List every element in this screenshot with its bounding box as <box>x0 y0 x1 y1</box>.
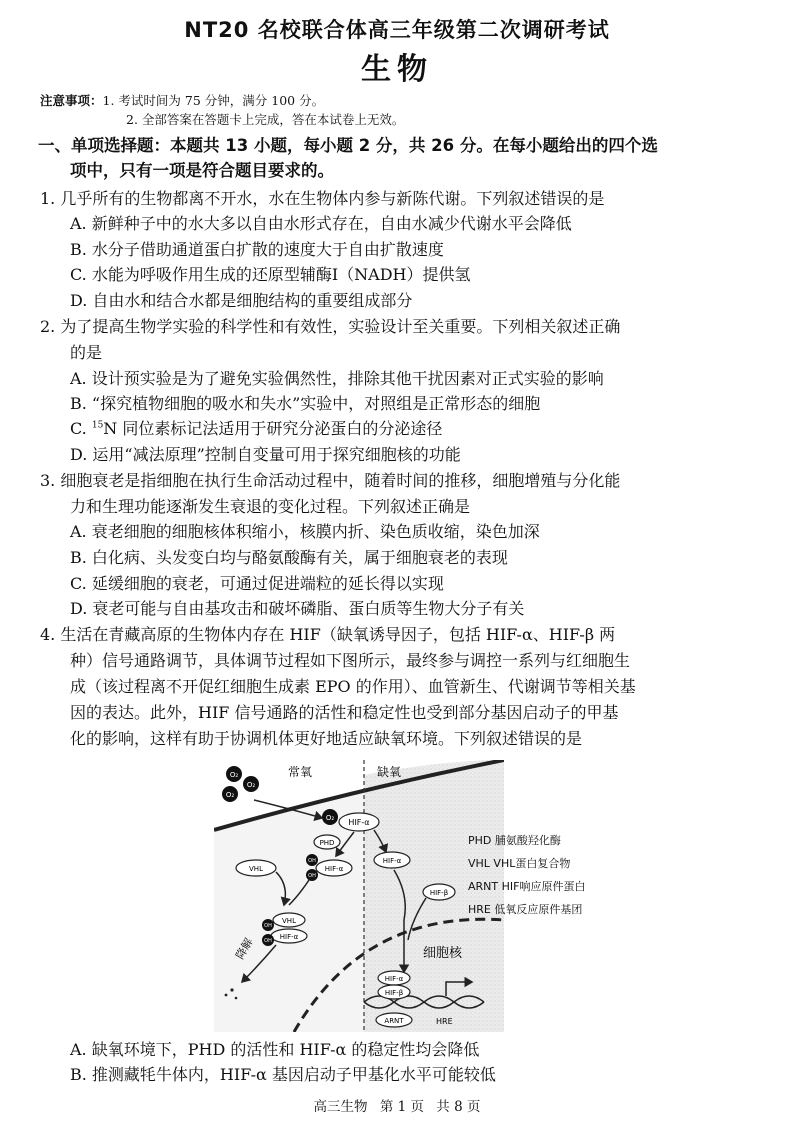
svg-text:OH: OH <box>308 858 316 864</box>
label-nucleus: 细胞核 <box>423 946 463 961</box>
question-3-option-d: D. 衰老可能与自由基攻击和破坏磷脂、蛋白质等生物大分子有关 <box>70 599 525 618</box>
label-hypoxia: 缺氧 <box>377 765 402 779</box>
legend-arnt: ARNT HIF响应原件蛋白 <box>468 880 586 893</box>
notice-line-2 <box>40 110 404 128</box>
question-2-stem-line-2: 的是 <box>70 343 103 362</box>
question-2-option-b: B. “探究植物细胞的吸水和失水”实验中，对照组是正常形态的细胞 <box>70 394 541 413</box>
notice-label: 注意事项： <box>40 93 103 108</box>
svg-text:OH: OH <box>308 873 316 879</box>
svg-text:OH: OH <box>264 923 272 929</box>
question-1-option-d: D. 自由水和结合水都是细胞结构的重要组成部分 <box>70 291 413 310</box>
svg-text:HIF-β: HIF-β <box>384 989 404 997</box>
label-degradation: 降解 <box>233 935 256 962</box>
legend-vhl: VHL VHL蛋白复合物 <box>468 857 571 870</box>
svg-text:O₂: O₂ <box>325 814 335 822</box>
question-3-stem-line-1: 3. 细胞衰老是指细胞在执行生命活动过程中，随着时间的推移，细胞增殖与分化能 <box>40 471 621 490</box>
hre-label: HRE <box>436 1017 453 1026</box>
question-4-stem-line-1: 4. 生活在青藏高原的生物体内存在 HIF（缺氧诱导因子，包括 HIF-α、HIF-β 两 <box>40 625 616 644</box>
question-1-option-b: B. 水分子借助通道蛋白扩散的速度大于自由扩散速度 <box>70 240 444 259</box>
notice-item-1: 1. 考试时间为 75 分钟，满分 100 分。 <box>102 93 325 108</box>
question-3-option-a: A. 衰老细胞的细胞核体积缩小，核膜内折、染色质收缩，染色加深 <box>70 522 540 541</box>
question-3-stem-line-2: 力和生理功能逐渐发生衰退的变化过程。下列叙述正确是 <box>70 497 471 516</box>
svg-text:HIF-α: HIF-α <box>324 865 344 873</box>
section-heading-line-1: 一、单项选择题：本题共 13 小题，每小题 2 分，共 26 分。在每小题给出的四个选 <box>38 136 658 155</box>
svg-text:O₂: O₂ <box>225 791 235 799</box>
question-3-option-c: C. 延缓细胞的衰老，可通过促进端粒的延长得以实现 <box>70 574 444 593</box>
label-normoxia: 常氧 <box>288 765 313 779</box>
isotope-superscript: 15 <box>91 420 104 431</box>
question-4-stem-line-5: 化的影响，这样有助于协调机体更好地适应缺氧环境。下列叙述错误的是 <box>70 729 583 748</box>
subject-title: 生物 <box>361 52 433 87</box>
question-2-stem-line-1: 2. 为了提高生物学实验的科学性和有效性，实验设计至关重要。下列相关叙述正确 <box>40 317 621 336</box>
question-2-option-c <box>70 416 442 439</box>
svg-text:HIF-α: HIF-α <box>382 857 402 865</box>
section-heading <box>38 133 758 183</box>
hif-pathway-diagram <box>214 760 504 1032</box>
question-4-option-a: A. 缺氧环境下，PHD 的活性和 HIF-α 的稳定性均会降低 <box>70 1040 480 1059</box>
section-heading-line-2: 项中，只有一项是符合题目要求的。 <box>70 161 334 180</box>
svg-text:VHL: VHL <box>282 917 296 925</box>
option-c-text: N 同位素标记法适用于研究分泌蛋白的分泌途径 <box>103 419 443 438</box>
svg-text:O₂: O₂ <box>229 771 239 779</box>
question-4-stem-line-3: 成（该过程离不开促红细胞生成素 EPO 的作用）、血管新生、代谢调节等相关基 <box>70 677 636 696</box>
footer-subject: 高三生物 <box>313 1099 368 1115</box>
notice-item-2: 2. 全部答案在答题卡上完成，答在本试卷上无效。 <box>126 112 405 127</box>
svg-text:O₂: O₂ <box>246 781 256 789</box>
question-1-option-c: C. 水能为呼吸作用生成的还原型辅酶Ⅰ（NADH）提供氢 <box>70 265 471 284</box>
arnt-label: ARNT <box>384 1017 404 1025</box>
question-1-stem: 1. 几乎所有的生物都离不开水，水在生物体内参与新陈代谢。下列叙述错误的是 <box>40 189 605 208</box>
question-1-option-a: A. 新鲜种子中的水大多以自由水形式存在，自由水减少代谢水平会降低 <box>70 214 572 233</box>
page-footer <box>0 1095 794 1115</box>
question-3-option-b: B. 白化病、头发变白均与酪氨酸酶有关，属于细胞衰老的表现 <box>70 548 508 567</box>
hif-a-top: HIF-α <box>348 818 370 827</box>
notice-line-1 <box>40 91 324 109</box>
svg-text:HIF-α: HIF-α <box>384 975 404 983</box>
question-4-stem-line-2: 种）信号通路调节，具体调节过程如下图所示，最终参与调控一系列与红细胞生 <box>70 651 631 670</box>
svg-text:HIF-α: HIF-α <box>279 933 299 941</box>
hif-b-label: HIF-β <box>429 889 449 897</box>
vhl-label: VHL <box>249 865 263 873</box>
question-4-stem-line-4: 因的表达。此外，HIF 信号通路的活性和稳定性也受到部分基因启动子的甲基 <box>70 703 619 722</box>
legend-phd: PHD 脯氨酸羟化酶 <box>468 834 561 847</box>
option-c-prefix: C. <box>70 419 92 438</box>
legend-hre: HRE 低氧反应原件基团 <box>468 903 583 916</box>
svg-text:OH: OH <box>264 938 272 944</box>
phd-label: PHD <box>319 839 335 847</box>
question-2-option-d: D. 运用“减法原理”控制自变量可用于探究细胞核的功能 <box>70 445 461 464</box>
question-4-option-b: B. 推测藏牦牛体内，HIF-α 基因启动子甲基化水平可能较低 <box>70 1065 496 1084</box>
exam-title: NT20 名校联合体高三年级第二次调研考试 <box>184 18 610 42</box>
question-2-option-a: A. 设计预实验是为了避免实验偶然性，排除其他干扰因素对正式实验的影响 <box>70 369 604 388</box>
footer-page: 第 1 页 <box>379 1099 424 1115</box>
footer-total: 共 8 页 <box>436 1099 481 1115</box>
